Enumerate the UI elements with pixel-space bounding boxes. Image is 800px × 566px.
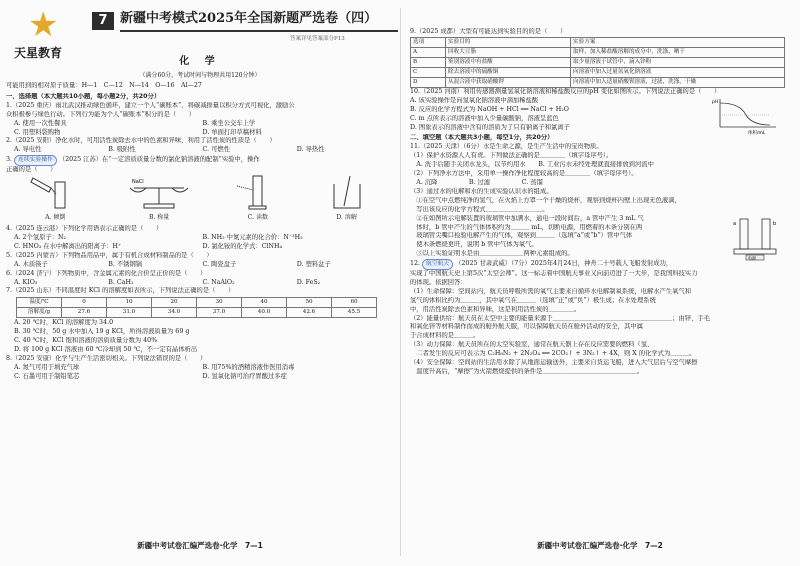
question-3 xyxy=(6,155,391,223)
table-cell: B xyxy=(411,57,446,67)
option-c: C. 40 ℃时，KCl 饱和溶液的溶质质量分数为 40% xyxy=(14,337,158,345)
question-number: 3. xyxy=(6,156,13,164)
ph-graph xyxy=(710,97,780,135)
option-a: A. 木质筷子 xyxy=(14,260,48,268)
question-text: 8.（2025 安康）化学与生产生活密切相关。下列说法错误的是（ ） xyxy=(6,354,207,362)
table-row xyxy=(411,67,785,77)
table-cell: 取样，加入稀盐酸溶解的成分中，洗涤、晒干 xyxy=(571,47,785,57)
table-cell: 溶解度/g xyxy=(17,308,62,318)
figure-pour xyxy=(25,174,85,223)
question-text: （2）下列净水方法中，采用单一操作净化程度较高的是＿＿＿＿（填字母序号）。 xyxy=(410,170,638,178)
table-cell: 除去溶液中的硫酸铜 xyxy=(446,67,571,77)
question-text: （1）保护水资源人人有责。下列做法正确的是＿＿＿＿（填字母序号）。 xyxy=(410,152,613,160)
section-heading: 一、选择题（本大题共10小题，每小题2分，共20分） xyxy=(6,92,161,100)
experiment-table xyxy=(410,37,785,88)
question-text: 1.（2025 重庆）雨北武汉推动绿色循环，建立一个人“碳账本”，将碳减排量以积分方式可视化，激励公 xyxy=(6,101,295,109)
table-cell: 鉴别溶液中有盐酸 xyxy=(446,57,571,67)
figure-label: C. 读数 xyxy=(247,214,268,222)
table-cell: D xyxy=(411,77,446,87)
table-cell: 20 xyxy=(152,298,197,308)
table-cell: A xyxy=(411,47,446,57)
question-text: 中，用活性炭除去色素和异味，这是利用活性炭的＿＿＿＿。 xyxy=(410,305,581,313)
question-1 xyxy=(6,102,391,138)
option-d: D. 氢氧化钠可治疗胃酸过多症 xyxy=(202,372,287,380)
option-c: C. 用塑料袋购物 xyxy=(14,128,61,136)
star-icon: ★ xyxy=(28,5,59,45)
solubility-table xyxy=(16,297,377,318)
table-row xyxy=(17,298,377,308)
question-text: 7.（2025 山东）不同温度时 KCl 的溶解度如表所示，下列说法正确的是（ ） xyxy=(6,287,235,295)
table-cell: 40 xyxy=(242,298,287,308)
figure-label: D. 溶解 xyxy=(336,214,357,222)
topic-tag: 连续实验操作 xyxy=(14,155,57,166)
question-text: 二者发生的反应可表示为 C₂H₈N₂ + 2N₂O₄ ══ 2CO₂↑ + 3N₂↑ + 4X，则 X 的化学式为＿＿＿。 xyxy=(410,350,696,358)
question-text: 众积极参与绿色行动。下列行为能为个人“碳账本”积分的是（ ） xyxy=(6,110,196,118)
option-d: D. 导热性 xyxy=(296,146,325,154)
right-column xyxy=(410,28,795,377)
option-a: A. 氮气可用于填充气球 xyxy=(14,363,80,371)
figure-read xyxy=(233,174,283,223)
question-text: 氢气的体积比约为＿＿＿，其中氧气在＿＿＿（选填“正”或“负”）极生成；在水处理系统 xyxy=(410,296,656,304)
question-text: 的体现。依据回答： xyxy=(410,278,467,286)
lab-figures xyxy=(6,177,391,223)
question-text: ③以上实验证明水是由＿＿＿＿＿＿＿两种元素组成的。 xyxy=(410,250,574,258)
table-cell: 向溶液中加入过量氢氧化钠溶液 xyxy=(571,67,785,77)
table-row xyxy=(411,77,785,87)
question-text: （2）能量供给：航天员在太空中主要的能量来源于＿＿＿＿＿＿＿＿＿＿＿＿＿＿＿＿＿＿＿；由锌、手毛 xyxy=(410,314,710,322)
table-cell: 27.6 xyxy=(62,308,107,318)
option-d: D. 图象表示的溶液中含有的溶质为了只有钠离子和氯离子 xyxy=(410,123,570,131)
table-cell: 31.0 xyxy=(107,308,152,318)
figure-label: A. 倾倒 xyxy=(45,214,66,222)
exam-note: （满分60分，考试时间与物理共用120分钟） xyxy=(139,72,261,79)
question-7 xyxy=(6,287,391,355)
option-c: C. 陶瓷盘子 xyxy=(202,260,237,268)
table-cell: 34.0 xyxy=(152,308,197,318)
option-a: A. 使用一次性餐具 xyxy=(14,119,67,127)
table-row xyxy=(411,57,785,67)
option-c: C. m 点所表示的溶液中加入少量碳酸钠，溶液呈蓝色 xyxy=(410,114,559,122)
option-b: B. CaH₂ xyxy=(108,278,134,286)
electrolysis-apparatus xyxy=(728,215,784,261)
question-6 xyxy=(6,270,391,288)
nacl-label: NaCl xyxy=(132,179,144,186)
question-4 xyxy=(6,225,391,252)
atomic-masses: 可能用到的相对原子质量：H—1 C—12 N—14 O—16 Al—27 xyxy=(6,82,202,89)
option-b: B. 不锈钢锅 xyxy=(108,260,143,268)
power-label: 电源 xyxy=(748,255,756,261)
question-11 xyxy=(410,143,795,259)
question-text: A. 沉降 B. 过滤 C. 蒸馏 xyxy=(410,178,543,186)
footer-right: 新疆中考试卷汇编严选卷·化学 7—2 xyxy=(537,541,663,550)
option-a: A. 导电性 xyxy=(14,146,42,154)
question-2 xyxy=(6,137,391,155)
table-header-row xyxy=(411,37,785,47)
question-text: 6.（2024 济宁）下列物质中，含金属元素的化合价呈正价的是（ ） xyxy=(6,269,207,277)
table-cell: 取少量溶液于试管中，滴入锌粉 xyxy=(571,57,785,67)
table-cell: 回收大豆脂 xyxy=(446,47,571,57)
option-b: B. 用75%的酒精溶液作医用消毒 xyxy=(202,363,295,371)
answer-reference: 答案详见答案部分P13 xyxy=(290,36,345,42)
table-cell: 温度/℃ xyxy=(17,298,62,308)
table-cell: 0 xyxy=(62,298,107,308)
question-text: 10.（2025 河南）利用传感器测量氢氧化钠溶液和稀盐酸反应的pH 变化如图所示。下列说法正确的是（ ） xyxy=(410,87,721,95)
table-row xyxy=(411,47,785,57)
question-text: 正确的是（ ） xyxy=(6,166,57,174)
pouring-icon xyxy=(25,174,85,210)
graph-x-label: 体积/mL xyxy=(748,130,766,135)
question-text: 实现了中国航天史上第5次“太空会师”。这一标志着中国航天事业又向前迈进了一大步，是我国科技实力 xyxy=(410,270,698,278)
option-a: A. 2个氢原子：N₂ xyxy=(14,233,67,241)
option-b: B. 反应的化学方程式为 NaOH + HCl ══ NaCl + H₂O xyxy=(410,105,569,113)
table-cell: 50 xyxy=(287,298,332,308)
section-heading: 二、填空题（本大题共3小题，每空1分，共20分） xyxy=(410,134,554,142)
option-d: D. 单面打印草稿材料 xyxy=(202,128,262,136)
question-text: （4）安全保障：空间站的生活用水除了从地面运输送外，主要来自货运飞船，进入大气层后与空气摩擦 xyxy=(410,359,698,367)
table-header: 选项 xyxy=(411,37,446,47)
option-b: B. NH₃ 中氮元素的化合价：N⁻³H₃ xyxy=(202,233,303,241)
question-text: ①在空气中点燃纯净的氢气，在火焰上方罩一个干燥的烧杯，观察到烧杯内壁上出现无色液滴， xyxy=(410,196,681,204)
option-c: C. 石墨可用于制铅笔芯 xyxy=(14,372,80,380)
question-5 xyxy=(6,252,391,270)
question-text: 9.（2025 成都）大型有可能达到实验目的的是（ ） xyxy=(410,28,567,35)
question-text: 5.（2025 内蒙古）下列物品用品中，属于有机合成材料制品的是（ ） xyxy=(6,251,213,259)
paper-number-badge: 7 xyxy=(92,12,114,30)
question-12 xyxy=(410,259,795,377)
table-header: 实验目的 xyxy=(446,37,571,47)
table-row xyxy=(17,308,377,318)
question-text: 温度升高后，“摩擦”为火箭燃烧提供的条件是＿＿＿＿＿＿＿＿＿＿＿＿＿＿＿。 xyxy=(410,368,644,375)
question-text: （3）通过水的电解和水的生成实验认识水的组成。 xyxy=(410,187,553,195)
table-cell: 45.5 xyxy=(332,308,377,318)
option-c: C. 可燃性 xyxy=(202,146,230,154)
graph-y-label: pH xyxy=(712,99,719,105)
question-text: 体时，b 管中产生的气体体积约为＿＿＿ mL，切断电源，用燃着的木条分别在两 xyxy=(410,223,643,231)
tube-b-label: b xyxy=(773,221,777,228)
option-c: C. NaAlO₂ xyxy=(202,278,235,286)
table-cell: 40.0 xyxy=(242,308,287,318)
table-cell: 10 xyxy=(107,298,152,308)
question-text: 11.（2025 天津）（6分）水是生命之源，是生产生活中的宝贵物质。 xyxy=(410,143,603,151)
option-b: B. 吸附性 xyxy=(108,146,136,154)
question-text: ②在如图所示电解装置的玻璃管中加满水，通电一段时间后，a 管中产生 3 mL 气 xyxy=(410,214,644,222)
figure-label: B. 称量 xyxy=(149,214,170,222)
question-text: 2.（2025 安阳）净化水时，可用活性炭除去水中的色素和异味，利用了活性炭的性质是（ ） xyxy=(6,137,276,145)
tube-a-label: a xyxy=(733,221,737,228)
question-text: A. 洗手后随手关闭水龙头，以节约用水 B. 工业污水未经处理就直接排放到河流中 xyxy=(410,161,654,169)
option-d: D. 氯化铵的化学式：ClNH₄ xyxy=(202,242,283,250)
option-a: A. KIO₃ xyxy=(14,278,38,286)
question-text: 写出该反应的化学方程式＿＿＿＿＿＿＿＿＿。 xyxy=(410,205,549,213)
option-d: D. 塑料盆子 xyxy=(296,260,331,268)
table-header: 实验方案 xyxy=(571,37,785,47)
option-d: D. 将 100 g KCl 溶液由 60 ℃冷却到 50 ℃，不一定有晶体析出 xyxy=(14,346,198,354)
option-d: D. FeS₂ xyxy=(296,278,321,286)
table-cell: 60 xyxy=(332,298,377,308)
question-text: （3）动力保障：航天员所在的太空实验室，通常在航天器上存在反应需要的燃料（氢、 xyxy=(410,341,654,349)
question-text: （2025 江苏）在“一定溶质质量分数的氯化钠溶液的配制”实验中，操作 xyxy=(58,156,260,164)
question-text: 于合成材料的是＿＿＿。 xyxy=(410,332,480,340)
page-title: 新疆中考模式2025年全国新题严选卷（四） xyxy=(120,8,398,32)
question-text: 玻璃管尖嘴口检验电解产生的气体，观察到＿＿＿（选填“a”或“b”）管中气体 xyxy=(410,232,633,240)
question-text: 使木条燃烧更旺，说明 b 管中气体为氧气。 xyxy=(410,241,538,249)
question-8 xyxy=(6,355,391,382)
table-cell: 30 xyxy=(197,298,242,308)
question-10 xyxy=(410,88,795,133)
question-text: 4.（2025 连云港）下列化学用语表示正确的是（ ） xyxy=(6,225,163,233)
table-cell: 37.0 xyxy=(197,308,242,318)
table-cell: C xyxy=(411,67,446,77)
question-text: （1）生命保障：空间站内，航天员呼吸所需的氧气主要来自循环水电解制氧系统，电解水产生氧气和 xyxy=(410,287,692,295)
table-cell: 从混合液中获取硝酸钾 xyxy=(446,77,571,87)
column-divider xyxy=(400,8,401,556)
topic-tag: 航空航天 xyxy=(422,259,453,270)
option-b: B. 30 ℃时，50 g 水中加入 19 g KCl，所得溶液质量为 69 g xyxy=(14,328,190,336)
option-b: B. 乘坐公交车上学 xyxy=(202,119,256,127)
question-text: （2025 甘肃武威）（7分）2025年4月24日，神舟二十号载人飞船发射成功， xyxy=(455,260,673,268)
subject-heading: 化 学 xyxy=(179,56,221,67)
option-c: C. HNO₃ 在水中解离出的阳离子：H⁺ xyxy=(14,242,122,250)
table-cell: 42.6 xyxy=(287,308,332,318)
logo-text: 天星教育 xyxy=(14,46,63,60)
question-number: 12. xyxy=(410,260,421,268)
option-a: A. 20 ℃时，KCl 的溶解度为 34.0 xyxy=(14,319,114,327)
figure-dissolve xyxy=(322,174,372,223)
footer-left: 新疆中考试卷汇编严选卷·化学 7—1 xyxy=(137,541,263,550)
cylinder-icon xyxy=(233,174,283,210)
figure-weigh xyxy=(124,174,194,223)
balance-icon xyxy=(124,174,194,210)
option-a: A. 该实验操作是向氢氧化钠溶液中滴加稀盐酸 xyxy=(410,96,539,104)
table-cell: 向溶液中加入适量硝酸钡溶液，过滤，洗涤，干燥 xyxy=(571,77,785,87)
question-text: 和氧化锌等材料制作而成的舱外航天服，可以保障航天员在舱外活动的安全，其中属 xyxy=(410,323,643,331)
beaker-icon xyxy=(322,174,372,210)
left-column xyxy=(6,82,391,382)
question-9 xyxy=(410,28,795,88)
